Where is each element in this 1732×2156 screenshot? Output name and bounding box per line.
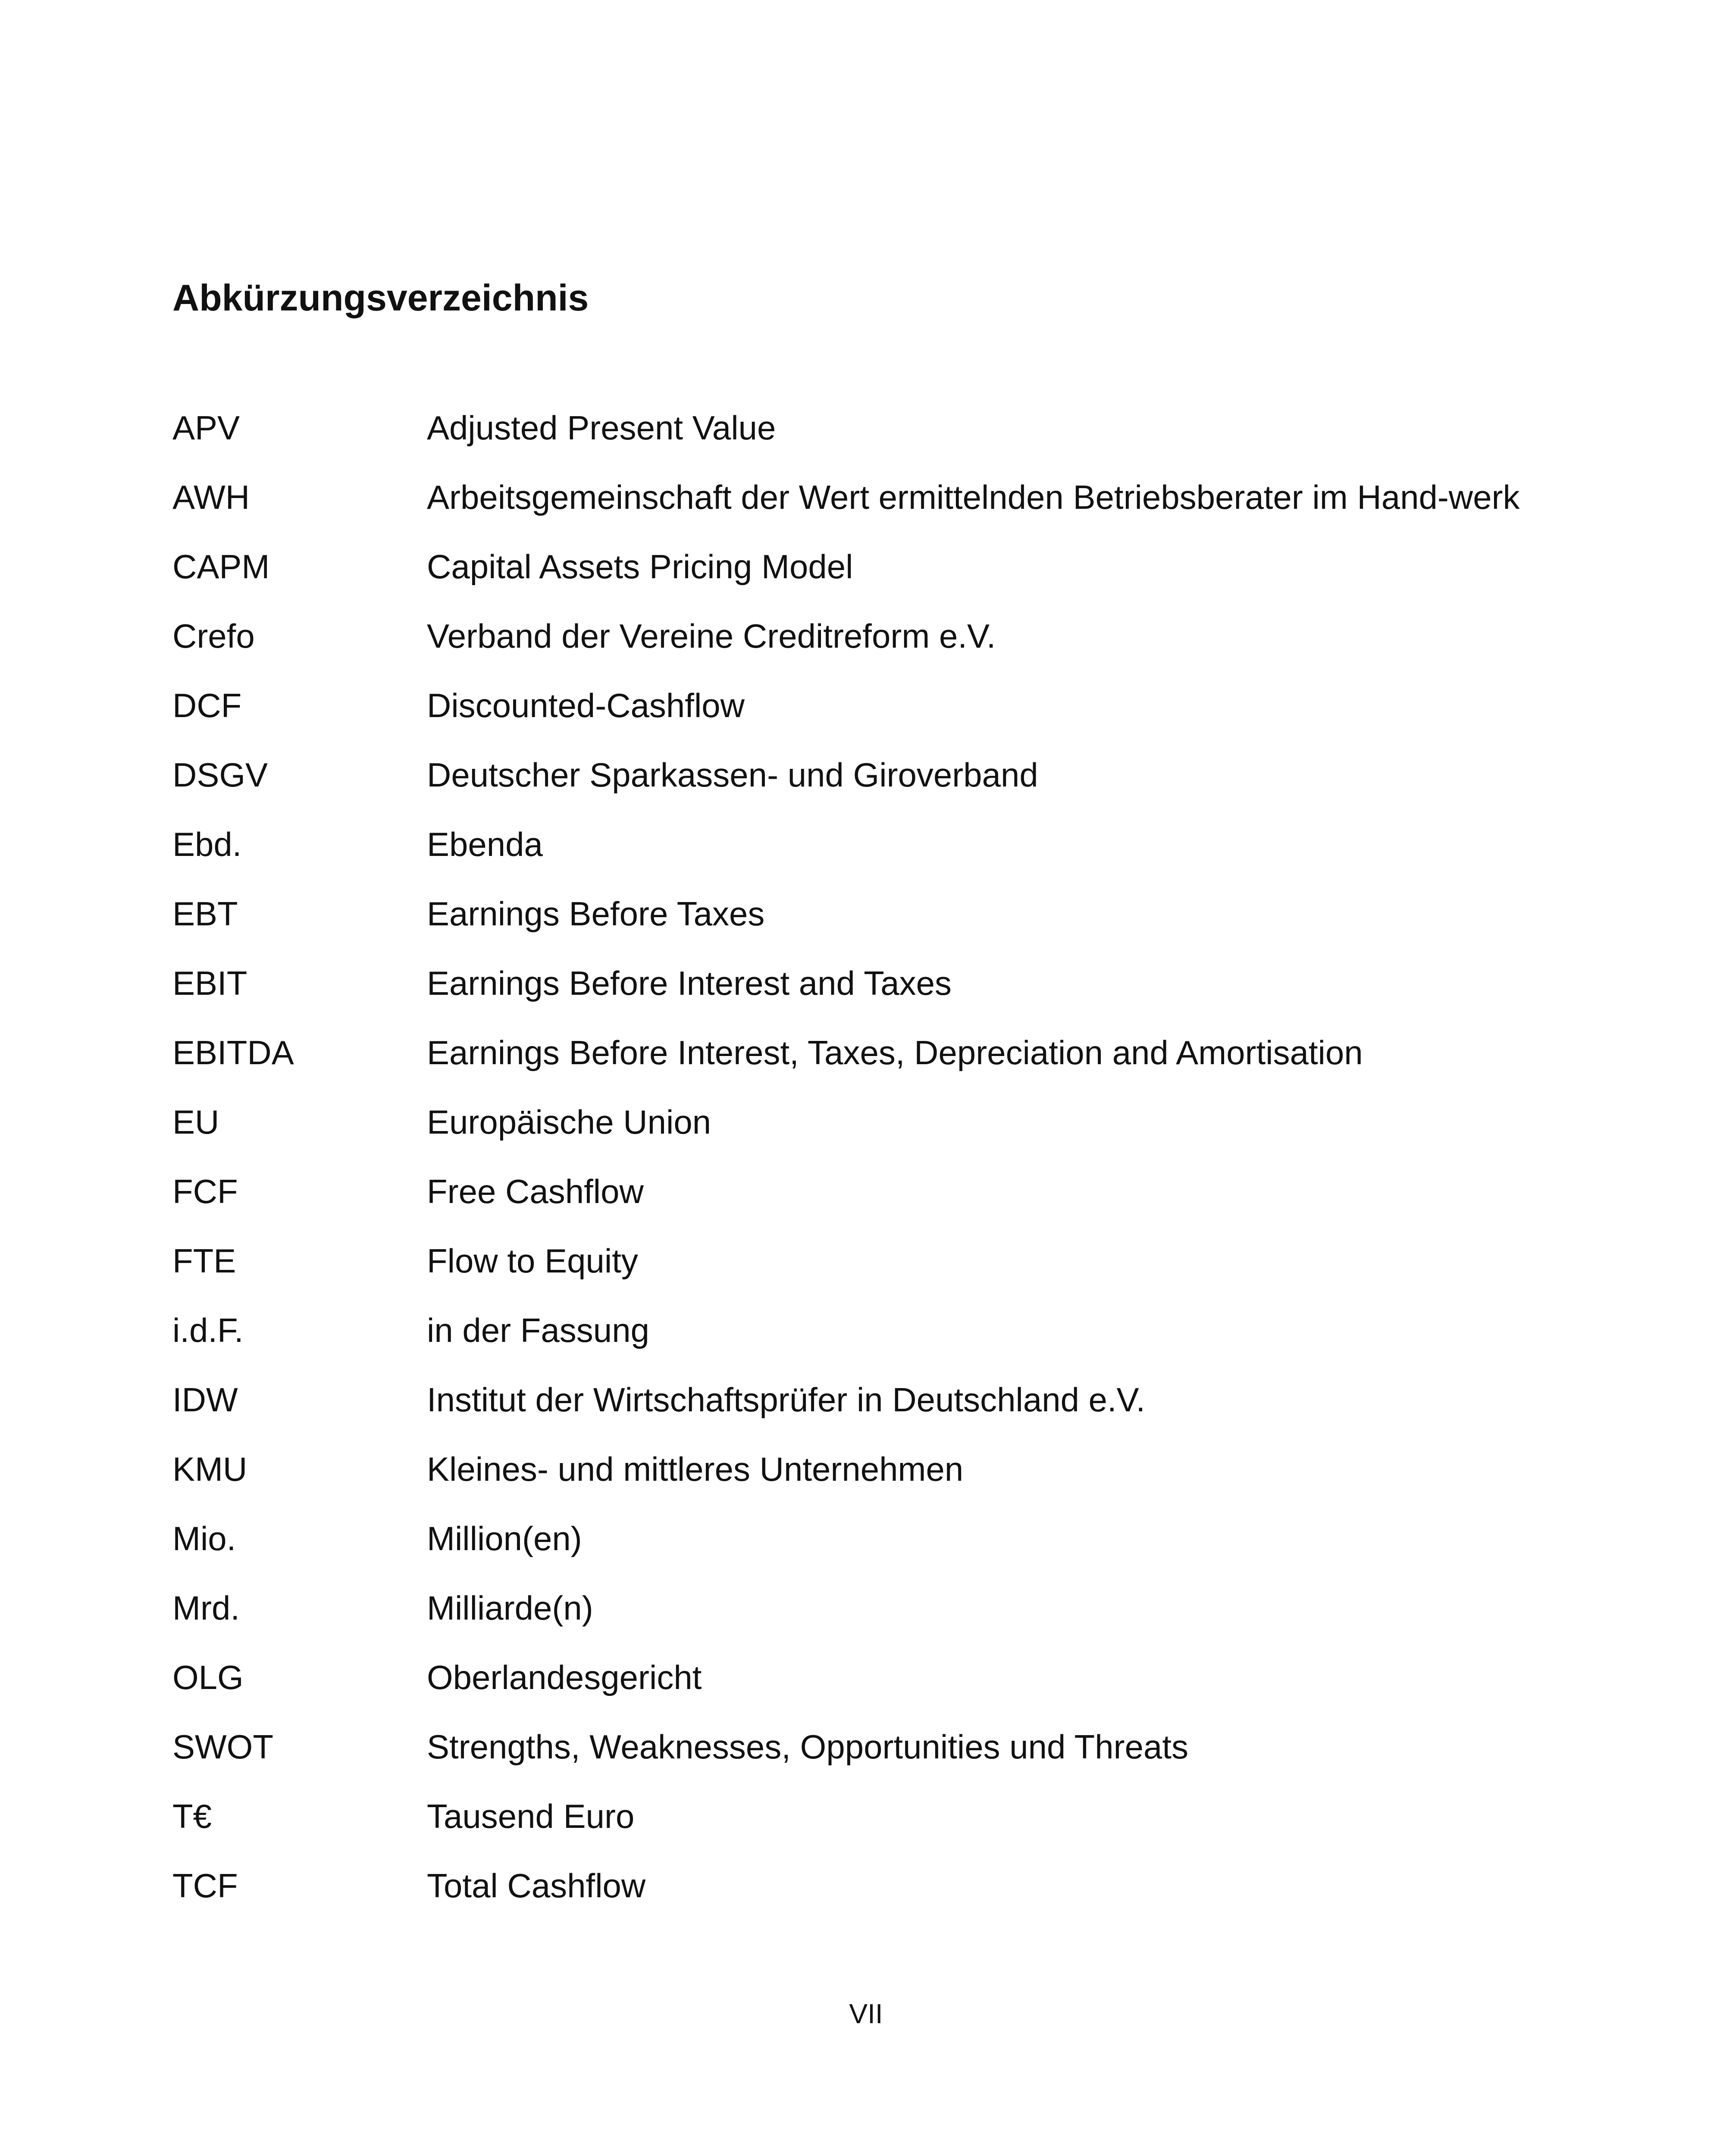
abbreviation-term: Crefo <box>172 617 255 655</box>
page-title: Abkürzungsverzeichnis <box>172 277 589 319</box>
list-item <box>172 463 1604 532</box>
abbreviation-term: TCF <box>172 1867 238 1905</box>
abbreviation-definition: Flow to Equity <box>427 1242 638 1280</box>
list-item <box>172 1157 1604 1226</box>
abbreviation-term: T€ <box>172 1797 212 1835</box>
abbreviation-definition: Discounted-Cashflow <box>427 686 745 724</box>
abbreviation-definition: Earnings Before Interest and Taxes <box>427 964 952 1002</box>
abbreviation-term: AWH <box>172 478 250 516</box>
list-item <box>172 810 1604 879</box>
abbreviation-term: FCF <box>172 1172 238 1210</box>
abbreviation-term: DCF <box>172 686 242 724</box>
abbreviation-definition: Total Cashflow <box>427 1867 646 1905</box>
abbreviation-term: EU <box>172 1103 219 1141</box>
abbreviation-term: EBIT <box>172 964 247 1002</box>
abbreviation-term: Ebd. <box>172 825 242 863</box>
list-item <box>172 1643 1604 1712</box>
abbreviation-term: APV <box>172 409 240 447</box>
abbreviation-term: DSGV <box>172 756 268 794</box>
page-number: VII <box>849 1998 883 2029</box>
abbreviation-term: Mrd. <box>172 1589 240 1627</box>
abbreviation-definition: Adjusted Present Value <box>427 409 776 447</box>
list-item <box>172 1018 1604 1087</box>
abbreviation-definition: Institut der Wirtschaftsprüfer in Deutschland e.V. <box>427 1381 1146 1419</box>
abbreviation-definition: Deutscher Sparkassen- und Giroverband <box>427 756 1038 794</box>
list-item <box>172 1504 1604 1573</box>
list-item <box>172 1435 1604 1504</box>
abbreviation-definition: Free Cashflow <box>427 1172 644 1210</box>
list-item <box>172 532 1604 602</box>
abbreviation-definition: Kleines- und mittleres Unternehmen <box>427 1450 964 1488</box>
list-item <box>172 1226 1604 1296</box>
abbreviation-definition: in der Fassung <box>427 1311 649 1349</box>
abbreviation-term: i.d.F. <box>172 1311 244 1349</box>
abbreviation-definition: Europäische Union <box>427 1103 711 1141</box>
abbreviation-term: OLG <box>172 1658 244 1696</box>
abbreviation-term: IDW <box>172 1381 238 1419</box>
abbreviation-definition: Strengths, Weaknesses, Opportunities und Threats <box>427 1728 1189 1766</box>
list-item <box>172 1296 1604 1365</box>
list-item <box>172 1365 1604 1435</box>
abbreviation-definition: Verband der Vereine Creditreform e.V. <box>427 617 996 655</box>
abbreviation-definition: Earnings Before Interest, Taxes, Depreciation and Amortisation <box>427 1034 1363 1072</box>
abbreviation-definition: Capital Assets Pricing Model <box>427 548 853 586</box>
abbreviation-term: CAPM <box>172 548 270 586</box>
list-item <box>172 602 1604 671</box>
list-item <box>172 393 1604 463</box>
abbreviation-definition: Earnings Before Taxes <box>427 895 765 933</box>
list-item <box>172 879 1604 949</box>
abbreviation-definition: Oberlandesgericht <box>427 1658 702 1696</box>
abbreviation-definition: Ebenda <box>427 825 543 863</box>
abbreviation-term: Mio. <box>172 1520 236 1557</box>
abbreviation-term: EBITDA <box>172 1034 294 1072</box>
abbreviation-term: EBT <box>172 895 238 933</box>
abbreviation-term: FTE <box>172 1242 236 1280</box>
list-item <box>172 1573 1604 1643</box>
list-item <box>172 949 1604 1018</box>
abbreviation-definition: Arbeitsgemeinschaft der Wert ermittelnden Betriebsberater im Hand-werk <box>427 478 1520 516</box>
abbreviation-definition: Tausend Euro <box>427 1797 635 1835</box>
list-item <box>172 1782 1604 1851</box>
abbreviation-list <box>172 393 1604 1921</box>
abbreviation-term: SWOT <box>172 1728 273 1766</box>
list-item <box>172 1712 1604 1782</box>
abbreviation-definition: Milliarde(n) <box>427 1589 593 1627</box>
list-item <box>172 1851 1604 1921</box>
list-item <box>172 740 1604 810</box>
list-item <box>172 671 1604 740</box>
list-item <box>172 1087 1604 1157</box>
abbreviation-term: KMU <box>172 1450 247 1488</box>
abbreviation-definition: Million(en) <box>427 1520 582 1557</box>
